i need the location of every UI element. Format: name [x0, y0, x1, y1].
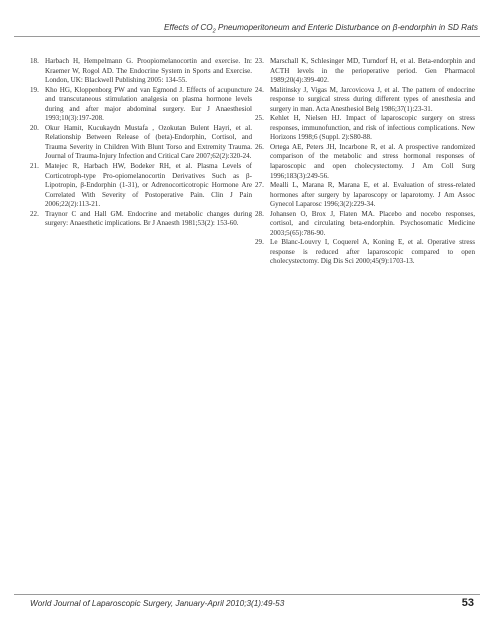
reference-number: 27.	[255, 181, 264, 190]
header-rule	[14, 36, 480, 37]
reference-item	[255, 143, 475, 181]
reference-number: 22.	[30, 209, 39, 218]
reference-text: Marschall K, Schlesinger MD, Turndorf H, et al. Beta-endorphin and ACTH levels in the perioperative period. Gen Pharmacol 1989;20(4):399-402.	[270, 57, 475, 85]
reference-item	[255, 181, 475, 210]
header-title-suffix: Pneumoperitoneum and Enteric Disturbance on β-endorphin in SD Rats	[215, 23, 478, 32]
reference-number: 18.	[30, 57, 39, 65]
reference-number: 28.	[255, 209, 264, 218]
reference-number: 21.	[30, 162, 39, 171]
reference-text: Traynor C and Hall GM. Endocrine and metabolic changes during surgery: Anaesthetic implications. Br J Anaesth 1981;53(2): 153-60.	[45, 209, 252, 228]
reference-text: Johansen O, Brox J, Flaten MA. Placebo and nocebo responses, cortisol, and circulating beta-endorphin. Psychosomatic Medicine 2003;5(65):786-90.	[270, 209, 475, 237]
reference-text: Malitinsky J, Vigas M, Jarcovicova J, et al. The pattern of endocrine response to surgical stress during different types of anesthesia and surgery in man. Acta Anesthesiol Belg 1986;37(1):23-31.	[270, 85, 475, 113]
reference-number: 23.	[255, 57, 264, 65]
references-column-left	[30, 57, 252, 229]
reference-item	[255, 210, 475, 239]
reference-number: 24.	[255, 85, 264, 94]
reference-number: 25.	[255, 114, 264, 123]
reference-number: 20.	[30, 123, 39, 132]
page-number: 53	[461, 597, 474, 609]
reference-item	[30, 162, 252, 210]
reference-text: Mealli L, Marana R, Marana E, et al. Evaluation of stress-related hormones after surgery by laparoscopy or laparotomy. J Am Assoc Gynecol Laparosc 1996;3(2):229-34.	[270, 181, 475, 209]
reference-text: Kho HG, Kloppenborg PW and van Egmond J. Effects of acupuncture and transcutaneous stimulation analgesia on plasma hormone levels during and after major abdominal surgery. Eur J Anaesthesiol 1993;10(3):197-208.	[45, 85, 252, 123]
running-header	[164, 23, 478, 35]
footer-rule	[14, 594, 480, 595]
reference-item	[255, 86, 475, 115]
reference-item	[255, 114, 475, 143]
reference-number: 29.	[255, 238, 264, 247]
footer-journal-citation: World Journal of Laparoscopic Surgery, January-April 2010;3(1):49-53	[30, 599, 285, 608]
reference-number: 19.	[30, 85, 39, 94]
reference-text: Matejec R, Harbach HW, Bodeker RH, et al. Plasma Levels of Corticotroph-type Pro-opiomelanocortin Derivatives Such as β-Lipotropin, β-Endorphin (1-31), or Adrenocorticotropic Hormone Are Correlated With Severity of Postoperative Pain. Clin J Pain 2006;22(2):113-21.	[45, 162, 252, 209]
reference-number: 26.	[255, 142, 264, 151]
reference-text: Ortega AE, Peters JH, Incarbone R, et al. A prospective randomized comparison of the metabolic and stress hormonal responses of laparoscopic and open cholecystectomy. J Am Coll Surg 1996;183(3):249-56.	[270, 142, 475, 180]
reference-item	[30, 86, 252, 124]
reference-text: Kehlet H, Nielsen HJ. Impact of laparoscopic surgery on stress responses, immunofunction, and risk of infectious complications. New Horizons 1998;6 (Suppl. 2):S80-88.	[270, 114, 475, 142]
reference-text: Le Blanc-Louvry I, Coquerel A, Koning E, et al. Operative stress response is reduced after laparoscopic compared to open cholecystectomy. Dig Dis Sci 2000;45(9):1703-13.	[270, 238, 475, 266]
header-title-subscript: 2	[212, 28, 216, 35]
reference-item	[30, 124, 252, 162]
reference-text: Harbach H, Hempelmann G. Proopiomelanocortin and exercise. In: Kraemer W, Rogol AD. The Endocrine System in Sports and Exercise. London, UK: Blackwell Publishing 2005: 134-55.	[45, 57, 252, 85]
reference-text: Okur Hamit, Kucukaydn Mustafa , Ozokutan Bulent Hayri, et al. Relationship Between Release of (beta)-Endorphin, Cortisol, and Trauma Severity in Children With Blunt Torso and Extremity Trauma. Journal of Trauma-Injury Infection and Critical Care 2007;62(2):320-24.	[45, 123, 252, 161]
reference-item	[255, 57, 475, 86]
reference-item	[30, 210, 252, 229]
reference-item	[30, 57, 252, 86]
reference-item	[255, 238, 475, 267]
references-column-right	[255, 57, 475, 267]
header-title-prefix: Effects of CO	[163, 23, 213, 32]
